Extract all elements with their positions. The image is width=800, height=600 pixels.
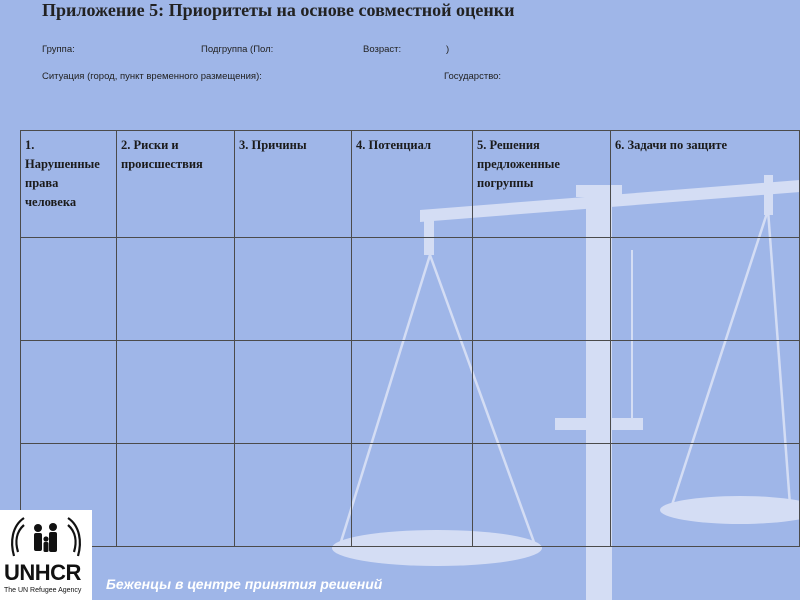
state-label: Государство: [444, 71, 502, 82]
table-cell[interactable] [352, 444, 473, 547]
table-row [21, 444, 800, 547]
header-cell-solutions: 5. Решения предложенные погруппы [473, 131, 611, 238]
subgroup-label: Подгруппа (Пол: [201, 44, 274, 55]
table-cell[interactable] [611, 444, 800, 547]
logo-name: UNHCR [4, 560, 81, 585]
situation-label: Ситуация (город, пункт временного размещения): [42, 71, 262, 82]
logo-subtitle: The UN Refugee Agency [4, 587, 82, 594]
table-cell[interactable] [117, 341, 235, 444]
table-header-row [21, 131, 800, 238]
table-cell[interactable] [117, 444, 235, 547]
table-cell[interactable] [21, 238, 117, 341]
table-cell[interactable] [473, 238, 611, 341]
header-cell-protection-tasks: 6. Задачи по защите [611, 131, 800, 238]
age-label: Возраст: [363, 44, 402, 55]
table-cell[interactable] [611, 341, 800, 444]
table-cell[interactable] [117, 238, 235, 341]
table-cell[interactable] [352, 341, 473, 444]
table-cell[interactable] [352, 238, 473, 341]
priorities-table [20, 130, 800, 547]
table-cell[interactable] [473, 341, 611, 444]
unhcr-logo [0, 510, 92, 600]
table-cell[interactable] [235, 341, 352, 444]
refugee-family-icon [0, 512, 92, 564]
footer-slogan: Беженцы в центре принятия решений [106, 576, 383, 592]
table-row [21, 341, 800, 444]
header-cell-rights: 1. Нарушенные права человека [21, 131, 117, 238]
table-cell[interactable] [611, 238, 800, 341]
table-cell[interactable] [473, 444, 611, 547]
header-cell-capacity: 4. Потенциал [352, 131, 473, 238]
table-row [21, 238, 800, 341]
header-cell-causes: 3. Причины [235, 131, 352, 238]
table-cell[interactable] [21, 341, 117, 444]
header-cell-risks: 2. Риски и происшествия [117, 131, 235, 238]
group-label: Группа: [42, 44, 75, 55]
table-cell[interactable] [235, 238, 352, 341]
table-cell[interactable] [235, 444, 352, 547]
closing-paren: ) [446, 44, 450, 55]
page-title: Приложение 5: Приоритеты на основе совместной оценки [42, 0, 515, 20]
